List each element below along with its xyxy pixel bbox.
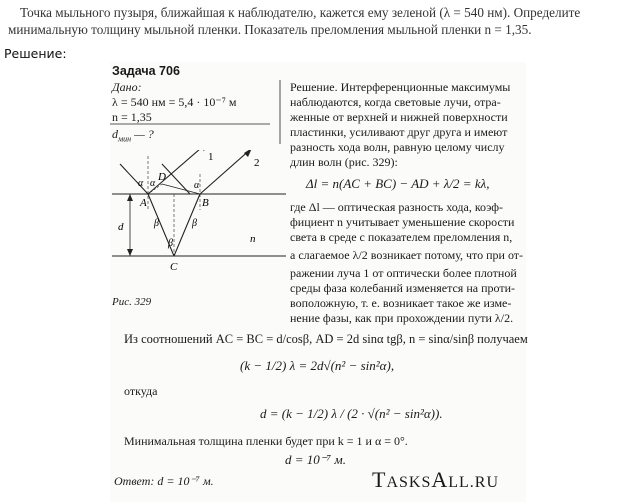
thickness-arrow-top <box>127 194 133 201</box>
label-alpha-2: α <box>150 178 156 189</box>
explanation-line-6: среды фаза колебаний изменяется на проти- <box>290 281 515 295</box>
label-alpha-1: α <box>138 178 144 189</box>
label-A: A <box>140 197 147 209</box>
explanation-line-8: нение фазы, как при прохождении пути λ/2. <box>290 311 514 325</box>
explanation-line-3: света в среде с показателем преломления n, <box>290 230 513 244</box>
incident-ray-left <box>120 164 148 194</box>
label-alpha-3: α <box>194 180 200 191</box>
relations-line: Из соотношений AC = BC = d/cosβ, AD = 2d sinα tgβ, n = sinα/sinβ получаем <box>124 332 528 346</box>
explanation-line-5: ражении луча 1 от оптически более плотной <box>290 266 517 280</box>
ray-2-arrow <box>244 150 252 157</box>
label-C: C <box>170 261 178 273</box>
answer-line: Ответ: d = 10⁻⁷ м. <box>114 474 214 488</box>
label-ray-1: 1 <box>208 151 214 163</box>
explanation-line-7: воположную, т. е. возникает такое же изме- <box>290 296 512 310</box>
figure-caption: Рис. 329 <box>112 296 152 308</box>
formula-thickness-relation: (k − 1/2) λ = 2d√(n² − sin²α), <box>240 358 395 373</box>
problem-text: Точка мыльного пузыря, ближайшая к наблюдателю, кажется ему зеленой (λ = 540 нм). Определите минимальную толщину мыльной пленки. Показатель преломления мыльной пленки n = 1,35. <box>8 5 581 37</box>
watermark-tasksall: TASKSALL.RU <box>372 467 500 492</box>
label-D: D <box>158 171 166 183</box>
otkuda-word: откуда <box>124 384 158 398</box>
find-symbol: d <box>112 127 118 141</box>
label-beta-2: β <box>168 238 173 249</box>
solution-line-4: пластинки, усиливают друг друга и имеют <box>290 125 508 139</box>
solution-line-2: наблюдаются, когда световые лучи, отра- <box>290 95 501 109</box>
solution-label: Решение: <box>4 46 67 61</box>
explanation-line-4: а слагаемое λ/2 возникает потому, что при от- <box>290 248 524 262</box>
ray-1-arrow <box>200 150 208 151</box>
label-beta-3: β <box>192 218 197 229</box>
task-title: Задача 706 <box>112 64 180 78</box>
label-ray-2: 2 <box>254 157 260 169</box>
solution-line-5: разность хода волн, равную целому числу <box>290 140 505 154</box>
solution-line-3: женные от верхней и нижней поверхности <box>290 110 508 124</box>
solution-line-1: Решение. Интерференционные максимумы <box>290 80 511 94</box>
label-thickness: d <box>118 221 124 233</box>
minimum-condition: Минимальная толщина пленки будет при k = 1 и α = 0°. <box>124 434 408 448</box>
label-index: n <box>250 233 256 245</box>
formula-d-value: d = 10⁻⁷ м. <box>285 452 346 467</box>
thickness-arrow-bottom <box>127 249 133 256</box>
given-n: n = 1,35 <box>112 110 152 124</box>
find-subscript: мин <box>118 134 132 144</box>
given-label: Дано: <box>112 80 142 94</box>
label-beta-1: β <box>154 218 159 229</box>
solution-scan <box>110 62 526 502</box>
figure-329 <box>110 150 286 300</box>
find-suffix: — ? <box>131 127 154 141</box>
given-lambda: λ = 540 нм = 5,4 · 10⁻⁷ м <box>112 95 237 109</box>
solution-line-6: длин волн (рис. 329): <box>290 155 398 169</box>
formula-path-difference: Δl = n(AC + BC) − AD + λ/2 = kλ, <box>306 176 490 191</box>
incident-ray-right <box>162 164 190 194</box>
formula-d: d = (k − 1/2) λ / (2 · √(n² − sin²α)). <box>260 406 443 421</box>
label-B: B <box>202 197 209 209</box>
explanation-line-2: фициент n учитывает уменьшение скорости <box>290 215 515 229</box>
explanation-line-1: где Δl — оптическая разность хода, коэф- <box>290 200 504 214</box>
